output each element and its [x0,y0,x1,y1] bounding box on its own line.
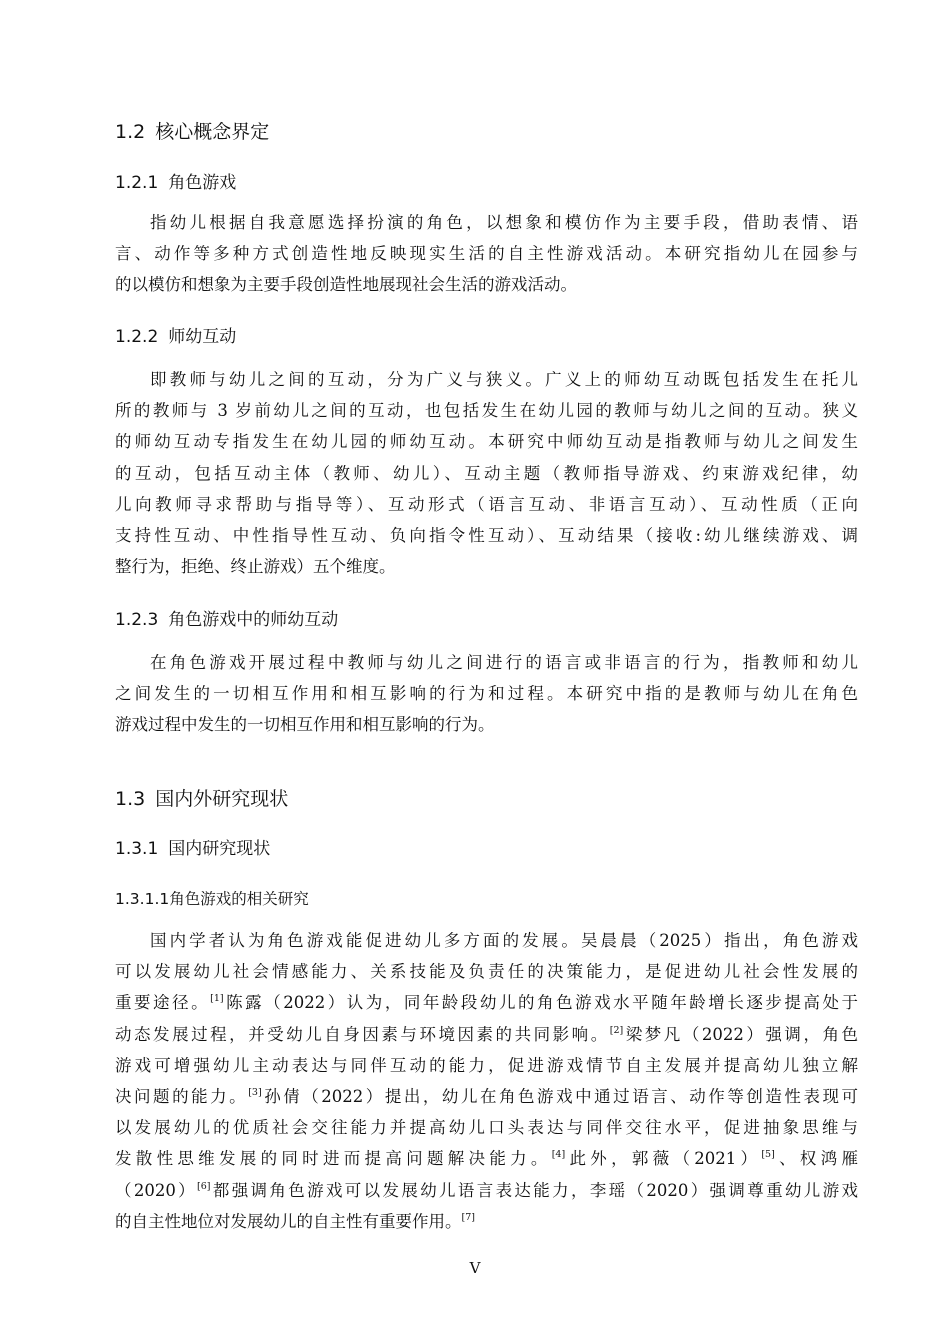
subsection-heading-1-2-3: 1.2.3 角色游戏中的师幼互动 [115,610,339,630]
paragraph-teacher-child-interaction: 即教师与幼儿之间的互动，分为广义与狭义。广义上的师幼互动既包括发生在托儿 所的教师与 3 岁前幼儿之间的互动，也包括发生在幼儿园的教师与幼儿之间的互动。狭义 的师幼互动专指发生在幼儿园的师幼互动。本研究中师幼互动是指教师与幼儿之间发生 的互动，包括互动主体（教师、幼儿）、互动主题（教师指导游戏、约束游戏纪律，幼 儿向教师寻求帮助与指导等）、互动形式（语言互动、非语言互动）、互动性质（正向 支持性互动、中性指导性互动、负向指令性互动）、互动结果（接收:幼儿继续游戏、调 整行为，拒绝、终止游戏）五个维度。 [115,370,858,577]
citation-ref[interactable]: [2] [609,1024,624,1036]
text-line: 重要途径。[1]陈露（2022）认为，同年龄段幼儿的角色游戏水平随年龄增长逐步提高处于 [115,993,858,1013]
citation-ref[interactable]: [1] [210,993,224,1005]
citation-ref[interactable]: [5] [761,1149,775,1161]
subsection-heading-1-2-2: 1.2.2 师幼互动 [115,327,237,347]
page-number: V [469,1259,481,1277]
paragraph-role-play-definition: 指幼儿根据自我意愿选择扮演的角色，以想象和模仿作为主要手段，借助表情、语 言、动作等多种方式创造性地反映现实生活的自主性游戏活动。本研究指幼儿在园参与 的以模仿和想象为主要手段创造性地展现社会生活的游戏活动。 [115,213,858,295]
text-line: 发散性思维发展的同时进而提高问题解决能力。[4]此外，郭薇（2021）[5]、权鸿雁 [115,1149,858,1169]
section-heading-1-3: 1.3 国内外研究现状 [115,788,289,810]
subsubsection-heading-1-3-1-1: 1.3.1.1角色游戏的相关研究 [115,890,309,908]
citation-ref[interactable]: [4] [551,1149,566,1161]
paragraph-interaction-in-role-play: 在角色游戏开展过程中教师与幼儿之间进行的语言或非语言的行为，指教师和幼儿 之间发生的一切相互作用和相互影响的行为和过程。本研究中指的是教师与幼儿在角色 游戏过程中发生的一切相互作用和相互影响的行为。 [115,653,858,735]
text-line: 动态发展过程，并受幼儿自身因素与环境因素的共同影响。[2]梁梦凡（2022）强调，角色 [115,1024,859,1044]
subsection-heading-1-2-1: 1.2.1 角色游戏 [115,173,237,193]
citation-ref[interactable]: [3] [248,1087,262,1099]
section-heading-1-2: 1.2 核心概念界定 [115,121,270,143]
text-line: 决问题的能力。[3]孙倩（2022）提出，幼儿在角色游戏中通过语言、动作等创造性表现可 [115,1087,858,1107]
citation-ref[interactable]: [6] [197,1180,211,1192]
citation-ref[interactable]: [7] [461,1211,475,1223]
paragraph-domestic-research: 国内学者认为角色游戏能促进幼儿多方面的发展。吴晨晨（2025）指出，角色游戏 可以发展幼儿社会情感能力、关系技能及负责任的决策能力，是促进幼儿社会性发展的 重要途径。[1]陈露（2022）认为，同年龄段幼儿的角色游戏水平随年龄增长逐步提高处于 动态发展过程，并受幼儿自身因素与环境因素的共同影响。[2]梁梦凡（2022）强调，角色 游戏可增强幼儿主动表达与同伴互动的能力，促进游戏情节自主发展并提高幼儿独立解 决问题的能力。[3]孙倩（2022）提出，幼儿在角色游戏中通过语言、动作等创造性表现可 以发展幼儿的优质社会交往能力并提高幼儿口头表达与同伴交往水平，促进抽象思维与 发散性思维发展的同时进而提高问题解决能力。[4]此外，郭薇（2021）[5]、权鸿雁 （2020）[6]都强调角色游戏可以发展幼儿语言表达能力，李瑶（2020）强调尊重幼儿游戏 的自主性地位对发展幼儿的自主性有重要作用。[7] [115,925,858,1237]
text-line: （2020）[6]都强调角色游戏可以发展幼儿语言表达能力，李瑶（2020）强调尊重幼儿游戏 [115,1180,858,1200]
text-line: 的自主性地位对发展幼儿的自主性有重要作用。[7] [115,1211,475,1231]
subsection-heading-1-3-1: 1.3.1 国内研究现状 [115,839,271,859]
